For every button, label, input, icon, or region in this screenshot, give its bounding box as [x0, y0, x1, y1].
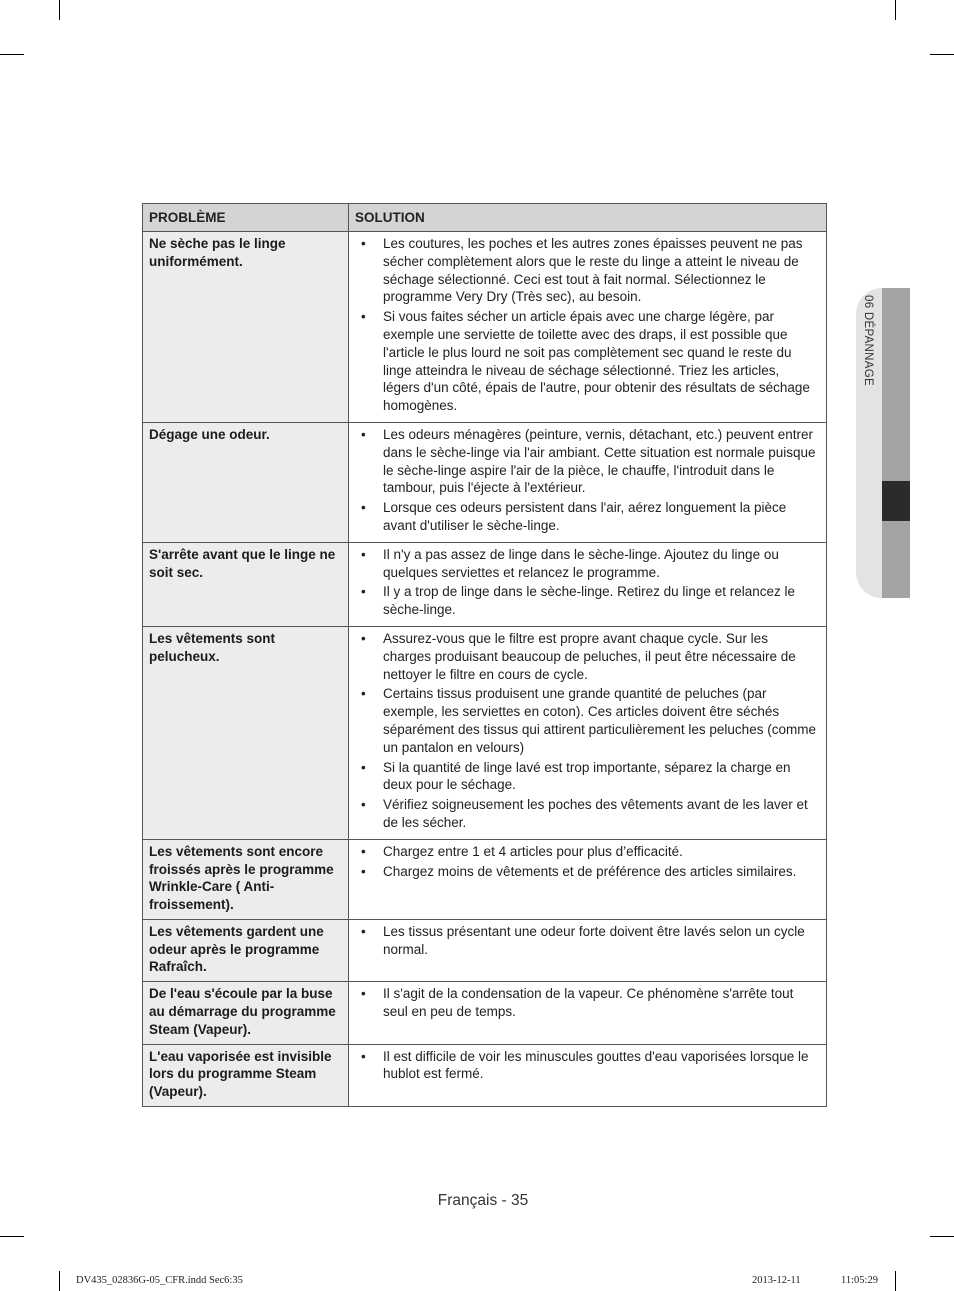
solution-cell: [349, 839, 827, 919]
solution-list: [355, 843, 818, 881]
solution-cell: [349, 232, 827, 423]
problem-cell: Les vêtements sont encore froissés après le programme Wrinkle-Care ( Anti-froissement).: [143, 839, 349, 919]
troubleshooting-table: [142, 203, 827, 1107]
table-row: [143, 626, 827, 839]
solution-item: • Il y a trop de linge dans le sèche-linge. Retirez du linge et relancez le sèche-linge.: [355, 583, 818, 619]
table-row: [143, 232, 827, 423]
solution-item: • Les odeurs ménagères (peinture, vernis, détachant, etc.) peuvent entrer dans le sèche-linge via l'air ambiant. Cette situation est normale puisque le sèche-linge aspire l'air de la pièce, le chauffe, l'introduit dans le tambour, puis l'éjecte à l'extérieur.: [355, 426, 818, 497]
crop-mark: [930, 1236, 954, 1237]
problem-cell: L'eau vaporisée est invisible lors du programme Steam (Vapeur).: [143, 1044, 349, 1106]
crop-mark: [0, 54, 24, 55]
problem-cell: De l'eau s'écoule par la buse au démarrage du programme Steam (Vapeur).: [143, 982, 349, 1044]
table-row: [143, 422, 827, 542]
solution-list: [355, 985, 818, 1021]
crop-mark: [895, 1271, 896, 1291]
crop-mark: [0, 1236, 24, 1237]
table-row: [143, 982, 827, 1044]
problem-cell: Les vêtements sont pelucheux.: [143, 626, 349, 839]
solution-list: [355, 426, 818, 535]
solution-item: • Il s'agit de la condensation de la vapeur. Ce phénomène s'arrête tout seul en peu de temps.: [355, 985, 818, 1021]
section-tab-bar: [882, 521, 910, 598]
solution-item: • Lorsque ces odeurs persistent dans l'air, aérez longuement la pièce avant d'utiliser le sèche-linge.: [355, 499, 818, 535]
solution-item: • Chargez entre 1 et 4 articles pour plus d’efficacité.: [355, 843, 818, 861]
crop-mark: [59, 0, 60, 20]
solution-cell: [349, 1044, 827, 1106]
solution-cell: [349, 982, 827, 1044]
problem-cell: Ne sèche pas le linge uniformément.: [143, 232, 349, 423]
section-tab-label: 06 DÉPANNAGE: [862, 295, 874, 386]
solution-item: • Il est difficile de voir les minuscules gouttes d'eau vaporisées lorsque le hublot est fermé.: [355, 1048, 818, 1084]
page-number: Français - 35: [437, 1192, 529, 1209]
solution-cell: [349, 919, 827, 981]
solution-list: [355, 235, 818, 415]
header-problem: PROBLÈME: [143, 204, 349, 232]
crop-mark: [895, 0, 896, 20]
solution-list: [355, 923, 818, 959]
solution-item: • Certains tissus produisent une grande quantité de peluches (par exemple, les serviettes en coton). Ces articles doivent être séchés séparément des tissus qui attirent particulièrement les peluches (comme un pantalon en velours): [355, 685, 818, 756]
solution-item: • Les tissus présentant une odeur forte doivent être lavés selon un cycle normal.: [355, 923, 818, 959]
solution-cell: [349, 626, 827, 839]
problem-cell: Dégage une odeur.: [143, 422, 349, 542]
solution-list: [355, 1048, 818, 1084]
section-tab-bar: [882, 288, 910, 481]
table-row: [143, 919, 827, 981]
crop-mark: [59, 1271, 60, 1291]
file-slug: DV435_02836G-05_CFR.indd Sec6:35: [76, 1275, 243, 1286]
slug-date: 2013-12-11: [752, 1275, 801, 1286]
section-tab-marker: [882, 481, 910, 521]
table-row: [143, 839, 827, 919]
table-row: [143, 542, 827, 626]
solution-list: [355, 630, 818, 832]
solution-cell: [349, 542, 827, 626]
table-header-row: [143, 204, 827, 232]
solution-item: • Si la quantité de linge lavé est trop importante, séparez la charge en deux pour le séchage.: [355, 759, 818, 795]
solution-item: • Vérifiez soigneusement les poches des vêtements avant de les laver et de les sécher.: [355, 796, 818, 832]
solution-item: • Assurez-vous que le filtre est propre avant chaque cycle. Sur les charges produisant beaucoup de peluches, il peut être nécessaire de nettoyer le filtre en cours de cycle.: [355, 630, 818, 683]
slug-time: 11:05:29: [841, 1275, 878, 1286]
table-row: [143, 1044, 827, 1106]
solution-item: • Il n'y a pas assez de linge dans le sèche-linge. Ajoutez du linge ou quelques serviettes et relancez le programme.: [355, 546, 818, 582]
solution-item: • Chargez moins de vêtements et de préférence des articles similaires.: [355, 863, 818, 881]
header-solution: SOLUTION: [349, 204, 827, 232]
crop-mark: [930, 54, 954, 55]
solution-item: • Les coutures, les poches et les autres zones épaisses peuvent ne pas sécher complètement alors que le reste du linge a atteint le niveau de séchage sélectionné. Ceci est tout à fait normal. Sélectionnez le programme Very Dry (Très sec), au besoin.: [355, 235, 818, 306]
table-body: [143, 232, 827, 1107]
solution-list: [355, 546, 818, 619]
solution-cell: [349, 422, 827, 542]
problem-cell: S'arrête avant que le linge ne soit sec.: [143, 542, 349, 626]
solution-item: • Si vous faites sécher un article épais avec une charge légère, par exemple une serviette de toilette avec des draps, il est possible que l'article le plus lourd ne soit pas complètement sec quand le reste du linge atteindra le niveau de séchage sélectionné. Triez les articles, légers d'un côté, épais de l'autre, pour obtenir des résultats de séchage homogènes.: [355, 308, 818, 415]
problem-cell: Les vêtements gardent une odeur après le programme Rafraîch.: [143, 919, 349, 981]
